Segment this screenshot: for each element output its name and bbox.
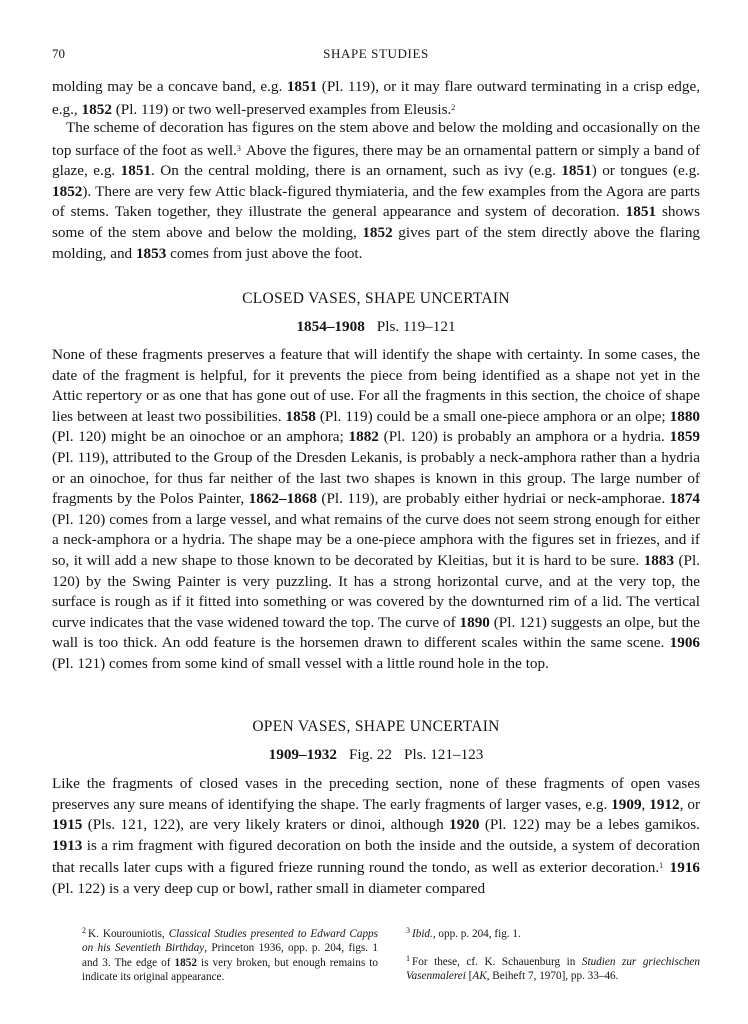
plate-reference: Pls. 121–123 [404,746,484,763]
text: (Pl. 121) suggests an olpe, but the wall is too thick. An odd feature is the horsemen drawn to different scales within the same scene. [52,613,700,652]
text: , Princeton 1936, opp. p. 204, figs. 1 and 3. The edge of [82,942,378,969]
text: (Pl. 120) comes from a large vessel, and what remains of the curve does not seem strong enough for either a neck-amphora or a hydria. The shape may be a one-piece amphora with the figures set in friezes, and if so, it will add a new shape to those known to be decorated by Kleitias, but it is hard to be sure. [52,510,700,569]
text: molding may be a concave band, e.g. [52,78,287,95]
text: , [641,795,650,813]
catalogue-number: 1920 [449,816,480,834]
paragraph-2 [52,118,700,264]
text: (Pl. 121) comes from some kind of small vessel with a little round hole in the top. [52,654,549,672]
text: comes from just above the foot. [166,244,363,262]
catalogue-number: 1852 [362,223,393,241]
abbreviation: Ibid. [412,928,433,940]
text: Above the figures, there may be an ornamental pattern or simply a band of glaze, e.g. [52,141,701,180]
page [52,0,700,1024]
catalogue-range: 1909–1932 [268,746,337,763]
catalogue-number: 1882 [348,428,379,446]
footnote-mark: 2 [82,926,86,935]
text: (Pl. 120) is probably an amphora or a hydria. [378,428,670,446]
catalogue-number: 1851 [286,78,318,95]
catalogue-range: 1854–1908 [296,318,365,335]
section-subheading-closed-vases [52,318,700,336]
footnote-ref: 1 [659,861,664,871]
catalogue-number: 1909 [611,795,642,813]
text: Like the fragments of closed vases in the preceding section, none of these fragments of open vases preserves any sure means of identifying the shape. The early fragments of larger vases, e.g. [52,775,700,813]
text: (Pl. 119), or it may flare outward terminating in a crisp edge, e.g., [52,78,700,118]
footnote-1 [406,952,700,984]
text: (Pl. 120) by the Swing Painter is very puzzling. It has a strong horizontal curve, and at the very top, the surface is rough as if it fitted into something or was covered by the downturned rim of a lid. The vertical curve indicates that the vase widened toward the top. The curve of [52,551,700,631]
text: (Pl. 119) could be a small one-piece amphora or an olpe; [315,407,670,425]
text: gives part of the stem directly above the flaring molding, and [52,223,701,262]
catalogue-number: 1862–1868 [248,490,317,508]
footnote-3 [406,924,700,941]
text: None of these fragments preserves a feature that will identify the shape with certainty. In some cases, the date of the fragment is helpful, for it prevents the piece from being identified as a shape not yet in the Attic repertory or as one that has gone out of use. For all the fragments in this section, the choice of shape lies between at least two possibilities. [52,346,700,425]
book-title: Classical Studies presented to Edward Capps on his Seventieth Birthday [82,928,379,955]
text: (Pl. 119), attributed to the Group of the Dresden Lekanis, is probably a neck-amphora rather than a hydria or an oinochoe, for thus far neither of the last two shapes is known in this group. The large number of fragments by the Polos Painter, [52,448,700,508]
paragraph-1 [52,77,700,120]
running-title: SHAPE STUDIES [323,46,429,61]
catalogue-number: 1851 [120,162,152,180]
catalogue-number: 1851 [561,162,592,180]
catalogue-number: 1915 [52,816,83,834]
catalogue-number: 1851 [625,203,657,221]
text: , or [679,795,701,813]
text: (Pl. 122) may be a lebes gamikos. [479,816,700,834]
catalogue-number: 1916 [669,859,700,877]
text: (Pl. 122) is a very deep cup or bowl, rather small in diameter compared [52,879,486,897]
catalogue-number: 1858 [285,407,316,425]
catalogue-number: 1859 [669,428,701,446]
catalogue-number: 1912 [649,795,680,813]
text: For these, cf. K. Schauenburg in [412,956,582,968]
catalogue-number: 1913 [52,836,83,854]
page-number: 70 [52,46,65,61]
text: shows some of the stem above and below the molding, [52,203,700,241]
figure-reference: Fig. 22 [348,746,393,763]
text: (Pls. 121, 122), are very likely kraters or dinoi, although [82,816,450,834]
text: (Pl. 119), are probably either hydriai or neck-amphorae. [316,490,670,508]
plate-reference: Pls. 119–121 [376,318,456,335]
text: (Pl. 120) might be an oinochoe or an amphora; [52,428,349,446]
catalogue-number: 1880 [669,407,700,425]
section-subheading-open-vases [52,746,700,764]
catalogue-number: 1852 [174,956,197,969]
section-heading-open-vases: OPEN VASES, SHAPE UNCERTAIN [252,718,500,735]
catalogue-number: 1852 [52,182,83,200]
footnote-2 [82,924,378,985]
text: K. Kourouniotis, [88,928,169,940]
catalogue-number: 1883 [643,551,675,569]
text: is very broken, but enough remains to indicate its original appearance. [82,956,378,984]
paragraph-4 [52,774,700,900]
series-abbreviation: AK [472,970,487,983]
footnote-mark: 1 [406,954,410,963]
section-heading-closed-vases: CLOSED VASES, SHAPE UNCERTAIN [242,290,510,307]
text: ) or tongues (e.g. [591,162,700,180]
catalogue-number: 1906 [669,634,700,652]
paragraph-3 [52,345,700,675]
text: . On the central molding, there is an ornament, such as ivy (e.g. [151,162,562,180]
footnote-mark: 3 [406,926,410,935]
text: is a rim fragment with figured decoration on both the inside and the outside, a system of decoration that recalls later cups with a figured frieze running round the tondo, as well as exterior decoration. [52,836,700,877]
text: (Pl. 119) or two well-preserved examples from Eleusis. [111,100,452,118]
text: , opp. p. 204, fig. 1. [432,928,521,940]
text: ). There are very few Attic black-figured thymiateria, and the few examples from the Agora are parts of stems. Taken together, they illustrate the general appearance and system of decoration. [52,182,700,221]
footnote-ref: 2 [451,102,456,112]
catalogue-number: 1853 [135,244,167,262]
catalogue-number: 1874 [669,490,700,508]
catalogue-number: 1852 [81,100,112,118]
running-head [52,46,700,64]
footnote-ref: 3 [236,143,241,153]
text: [ [465,970,473,983]
text: The scheme of decoration has figures on the stem above and below the molding and occasionally on the top surface of the foot as well. [52,119,700,159]
text: , Beiheft 7, 1970], pp. 33–46. [486,970,619,983]
catalogue-number: 1890 [459,613,490,631]
book-title: Studien zur griechischen Vasenmalerei [406,956,700,983]
